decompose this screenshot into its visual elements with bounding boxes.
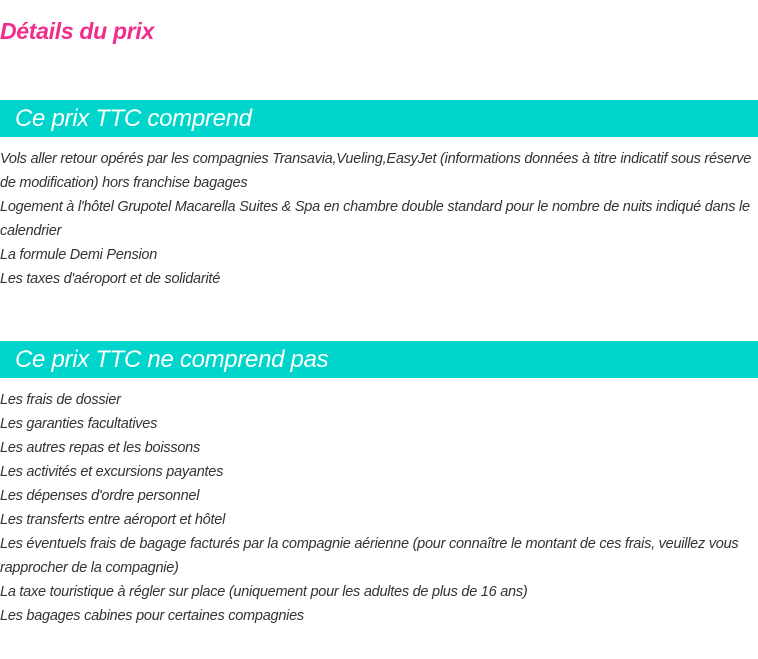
list-item: La formule Demi Pension [0,247,158,263]
list-item: Les activités et excursions payantes [0,464,224,480]
list-item: Logement à l'hôtel Grupotel Macarella Suites & Spa en chambre double standard pour le nombre de nuits indiqué dans le calendrier [0,199,750,239]
section-header-includes [0,100,758,137]
list-item: Les dépenses d'ordre personnel [0,488,200,504]
section-heading-includes: Ce prix TTC comprend [15,104,252,132]
list-item: Les transferts entre aéroport et hôtel [0,512,226,528]
list-item: Les frais de dossier [0,392,121,408]
page-title: Détails du prix [0,18,154,44]
includes-list [0,147,752,291]
section-header-excludes [0,341,758,378]
list-item: Les bagages cabines pour certaines compagnies [0,608,304,624]
section-heading-excludes: Ce prix TTC ne comprend pas [15,345,329,373]
list-item: Les autres repas et les boissons [0,440,200,456]
list-item: Les éventuels frais de bagage facturés par la compagnie aérienne (pour connaître le montant de ces frais, veuillez vous rapprocher de la compagnie) [0,536,739,576]
excludes-list [0,388,752,628]
list-item: Les taxes d'aéroport et de solidarité [0,271,221,287]
list-item: La taxe touristique à régler sur place (uniquement pour les adultes de plus de 16 ans) [0,584,528,600]
list-item: Vols aller retour opérés par les compagnies Transavia,Vueling,EasyJet (informations données à titre indicatif sous réserve de modification) hors franchise bagages [0,151,752,191]
list-item: Les garanties facultatives [0,416,158,432]
